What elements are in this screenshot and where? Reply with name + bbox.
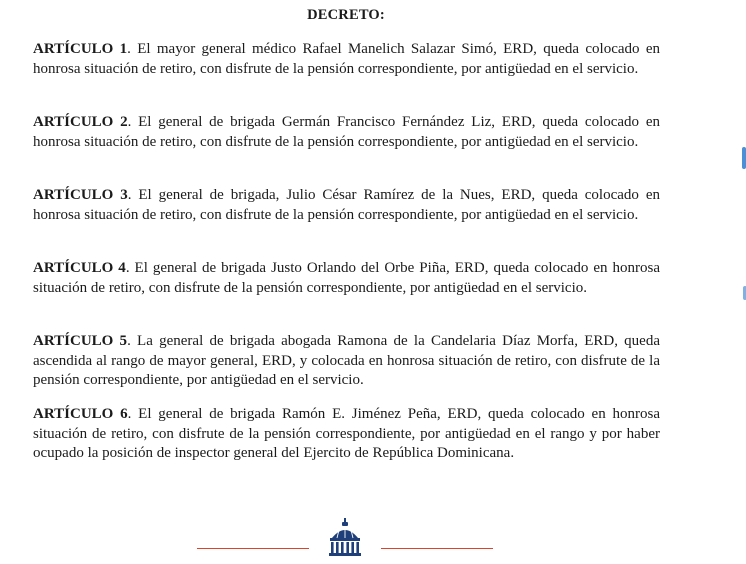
article-6 xyxy=(33,405,660,463)
article-text: . La general de brigada abogada Ramona de la Candelaria Díaz Morfa, ERD, queda ascendida al rango de mayor general, ERD, y colocada en honrosa situación de retiro, con disfrute de la pensión correspondiente, por antigüedad en el servicio. xyxy=(33,333,660,388)
article-label: ARTÍCULO 4 xyxy=(33,260,126,276)
footer-divider-right xyxy=(381,548,493,549)
article-5 xyxy=(33,332,660,390)
article-3 xyxy=(33,186,660,244)
article-label: ARTÍCULO 2 xyxy=(33,114,128,130)
decree-heading: DECRETO: xyxy=(307,7,385,23)
article-label: ARTÍCULO 3 xyxy=(33,187,128,203)
article-text: . El general de brigada, Julio César Ramírez de la Nues, ERD, queda colocado en honrosa situación de retiro, con disfrute de la pensión correspondiente, por antigüedad en el servicio. xyxy=(33,187,660,223)
national-palace-dome-icon xyxy=(325,518,365,558)
article-1 xyxy=(33,40,660,98)
articles-list xyxy=(33,40,660,463)
article-text: . El general de brigada Germán Francisco Fernández Liz, ERD, queda colocado en honrosa situación de retiro, con disfrute de la pensión correspondiente, por antigüedad en el servicio. xyxy=(33,114,660,150)
article-text: . El general de brigada Ramón E. Jiménez Peña, ERD, queda colocado en honrosa situación de retiro, con disfrute de la pensión correspondiente, por antigüedad en el rango y por haber ocupado la posición de inspector general del Ejercito de República Dominicana. xyxy=(33,406,660,461)
article-4 xyxy=(33,259,660,317)
article-label: ARTÍCULO 1 xyxy=(33,41,128,57)
article-label: ARTÍCULO 5 xyxy=(33,333,128,349)
article-2 xyxy=(33,113,660,171)
footer-divider-left xyxy=(197,548,309,549)
article-label: ARTÍCULO 6 xyxy=(33,406,128,422)
page-footer xyxy=(0,515,746,564)
article-text: . El mayor general médico Rafael Manelich Salazar Simó, ERD, queda colocado en honrosa situación de retiro, con disfrute de la pensión correspondiente, por antigüedad en el servicio. xyxy=(33,41,660,77)
article-text: . El general de brigada Justo Orlando del Orbe Piña, ERD, queda colocado en honrosa situación de retiro, con disfrute de la pensión correspondiente, por antigüedad en el servicio. xyxy=(33,260,660,296)
edge-mark xyxy=(742,147,746,169)
